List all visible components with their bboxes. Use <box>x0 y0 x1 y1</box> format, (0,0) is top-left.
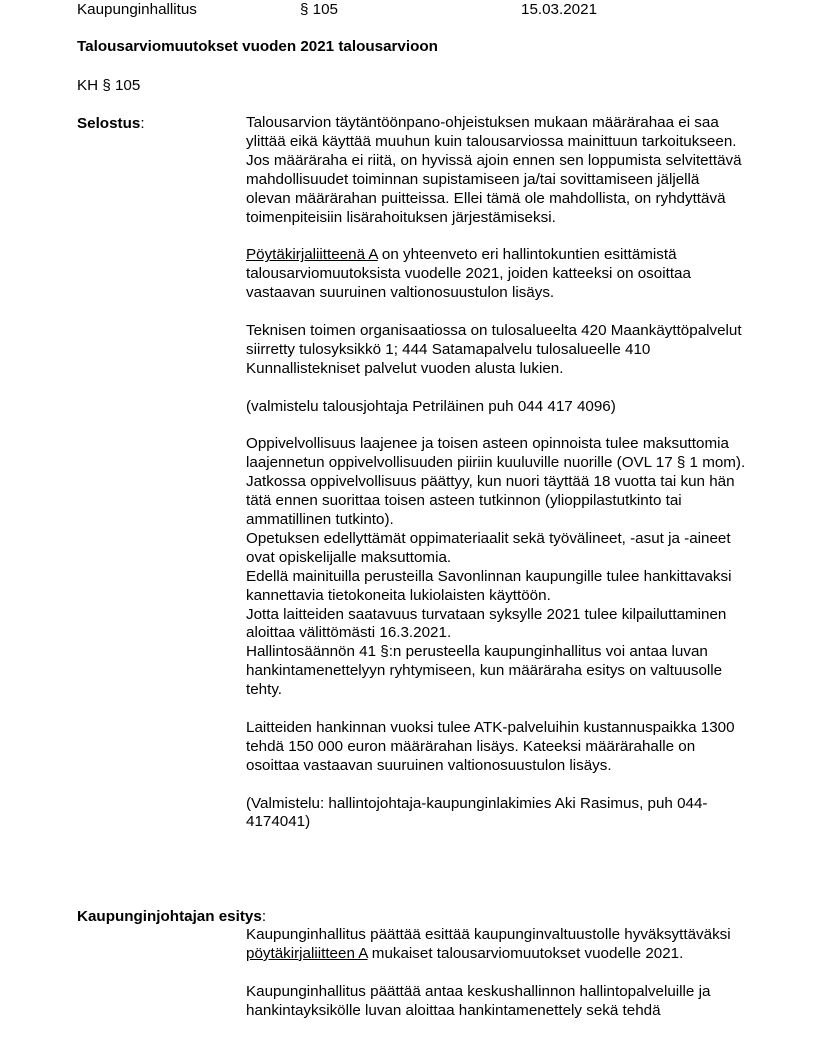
esitys-label <box>77 908 266 926</box>
esitys-label-colon: : <box>261 908 267 925</box>
selostus-label <box>77 115 145 133</box>
selostus-paragraph-5b: Opetuksen edellyttämät oppimateriaalit sekä työvälineet, -asut ja -aineet ovat opiskelijalle maksuttomia. <box>246 529 731 566</box>
selostus-paragraph-2 <box>246 246 746 303</box>
esitys-paragraph-2: Kaupunginhallitus päättää antaa keskushallinnon hallintopalveluille ja hankintayksikölle luvan aloittaa hankintamenettely sekä tehdä <box>246 982 711 1019</box>
selostus-paragraph-5c: Edellä mainituilla perusteilla Savonlinnan kaupungille tulee hankittavaksi kannettavia tietokoneita lukiolaisten käyttöön. <box>246 567 732 604</box>
header-date: 15.03.2021 <box>521 1 598 18</box>
attachment-a-link[interactable]: Pöytäkirjaliitteenä A <box>246 246 378 264</box>
selostus-paragraph-7: (Valmistelu: hallintojohtaja-kaupunginlakimies Aki Rasimus, puh 044-4174041) <box>246 794 708 831</box>
esitys-label-text: Kaupunginjohtajan esitys <box>77 908 262 925</box>
header-body: Kaupunginhallitus <box>77 1 197 18</box>
esitys-paragraph-1 <box>246 926 746 964</box>
selostus-label-text: Selostus <box>77 115 141 132</box>
header-section: § 105 <box>300 1 339 18</box>
selostus-paragraph-2-text: on yhteenveto eri hallintokuntien esittämistä talousarviomuutoksista vuodelle 2021, joiden katteeksi on osoittaa vastaavan suuruinen valtionosuustulon lisäys. <box>246 246 691 302</box>
esitys-body <box>246 926 746 1021</box>
esitys-paragraph-1-start: Kaupunginhallitus päättää esittää kaupunginvaltuustolle hyväksyttäväksi <box>246 926 731 943</box>
selostus-paragraph-5e: Hallintosäännön 41 §:n perusteella kaupunginhallitus voi antaa luvan hankintamenettelyyn ryhtymiseen, kun määräraha esitys on valtuusolle tehty. <box>246 643 723 699</box>
selostus-paragraph-1: Talousarvion täytäntöönpano-ohjeistuksen mukaan määrärahaa ei saa ylittää eikä käyttää muuhun kuin talousarviossa mainittuun tarkoitukseen. Jos määräraha ei riitä, on hyvissä ajoin ennen sen loppumista selvitettävä mahdollisuudet toiminnan supistamiseen ja/tai sovittamiseen jäljellä olevan määrärahan puitteissa. Ellei tämä ole mahdollista, on ryhdyttävä toimenpiteisiin lisärahoituksen järjestämiseksi. <box>246 114 742 226</box>
selostus-paragraph-5a: Oppivelvollisuus laajenee ja toisen asteen opinnoista tulee maksuttomia laajennetun oppivelvollisuuden piiriin kuuluville nuorille (OVL 17 § 1 mom). Jatkossa oppivelvollisuus päättyy, kun nuori täyttää 18 vuotta tai kun hän tätä ennen suorittaa toisen asteen tutkinnon (ylioppilastutkinto tai ammatillinen tutkinto). <box>246 435 746 528</box>
esitys-paragraph-1-end: mukaiset talousarviomuutokset vuodelle 2021. <box>367 944 684 962</box>
selostus-paragraph-5d: Jotta laitteiden saatavuus turvataan syksylle 2021 tulee kilpailuttaminen aloittaa välittömästi 16.3.2021. <box>246 605 727 642</box>
document-title: Talousarviomuutokset vuoden 2021 talousarvioon <box>77 38 438 55</box>
kh-reference: KH § 105 <box>77 77 141 94</box>
selostus-label-colon: : <box>140 115 145 132</box>
selostus-paragraph-3: Teknisen toimen organisaatiossa on tulosalueelta 420 Maankäyttöpalvelut siirretty tulosyksikkö 1; 444 Satamapalvelu tulosalueelle 410 Kunnallistekniset palvelut vuoden alusta lukien. <box>246 321 742 377</box>
selostus-paragraph-6: Laitteiden hankinnan vuoksi tulee ATK-palveluihin kustannuspaikka 1300 tehdä 150 000 euron määrärahan lisäys. Kateeksi määrärahalle on osoittaa vastaavan suuruinen valtionosuustulon lisäys. <box>246 718 735 774</box>
selostus-body <box>246 114 746 832</box>
attachment-a-link-2[interactable]: pöytäkirjaliitteen A <box>246 944 368 962</box>
selostus-paragraph-4: (valmistelu talousjohtaja Petriläinen puh 044 417 4096) <box>246 397 616 415</box>
